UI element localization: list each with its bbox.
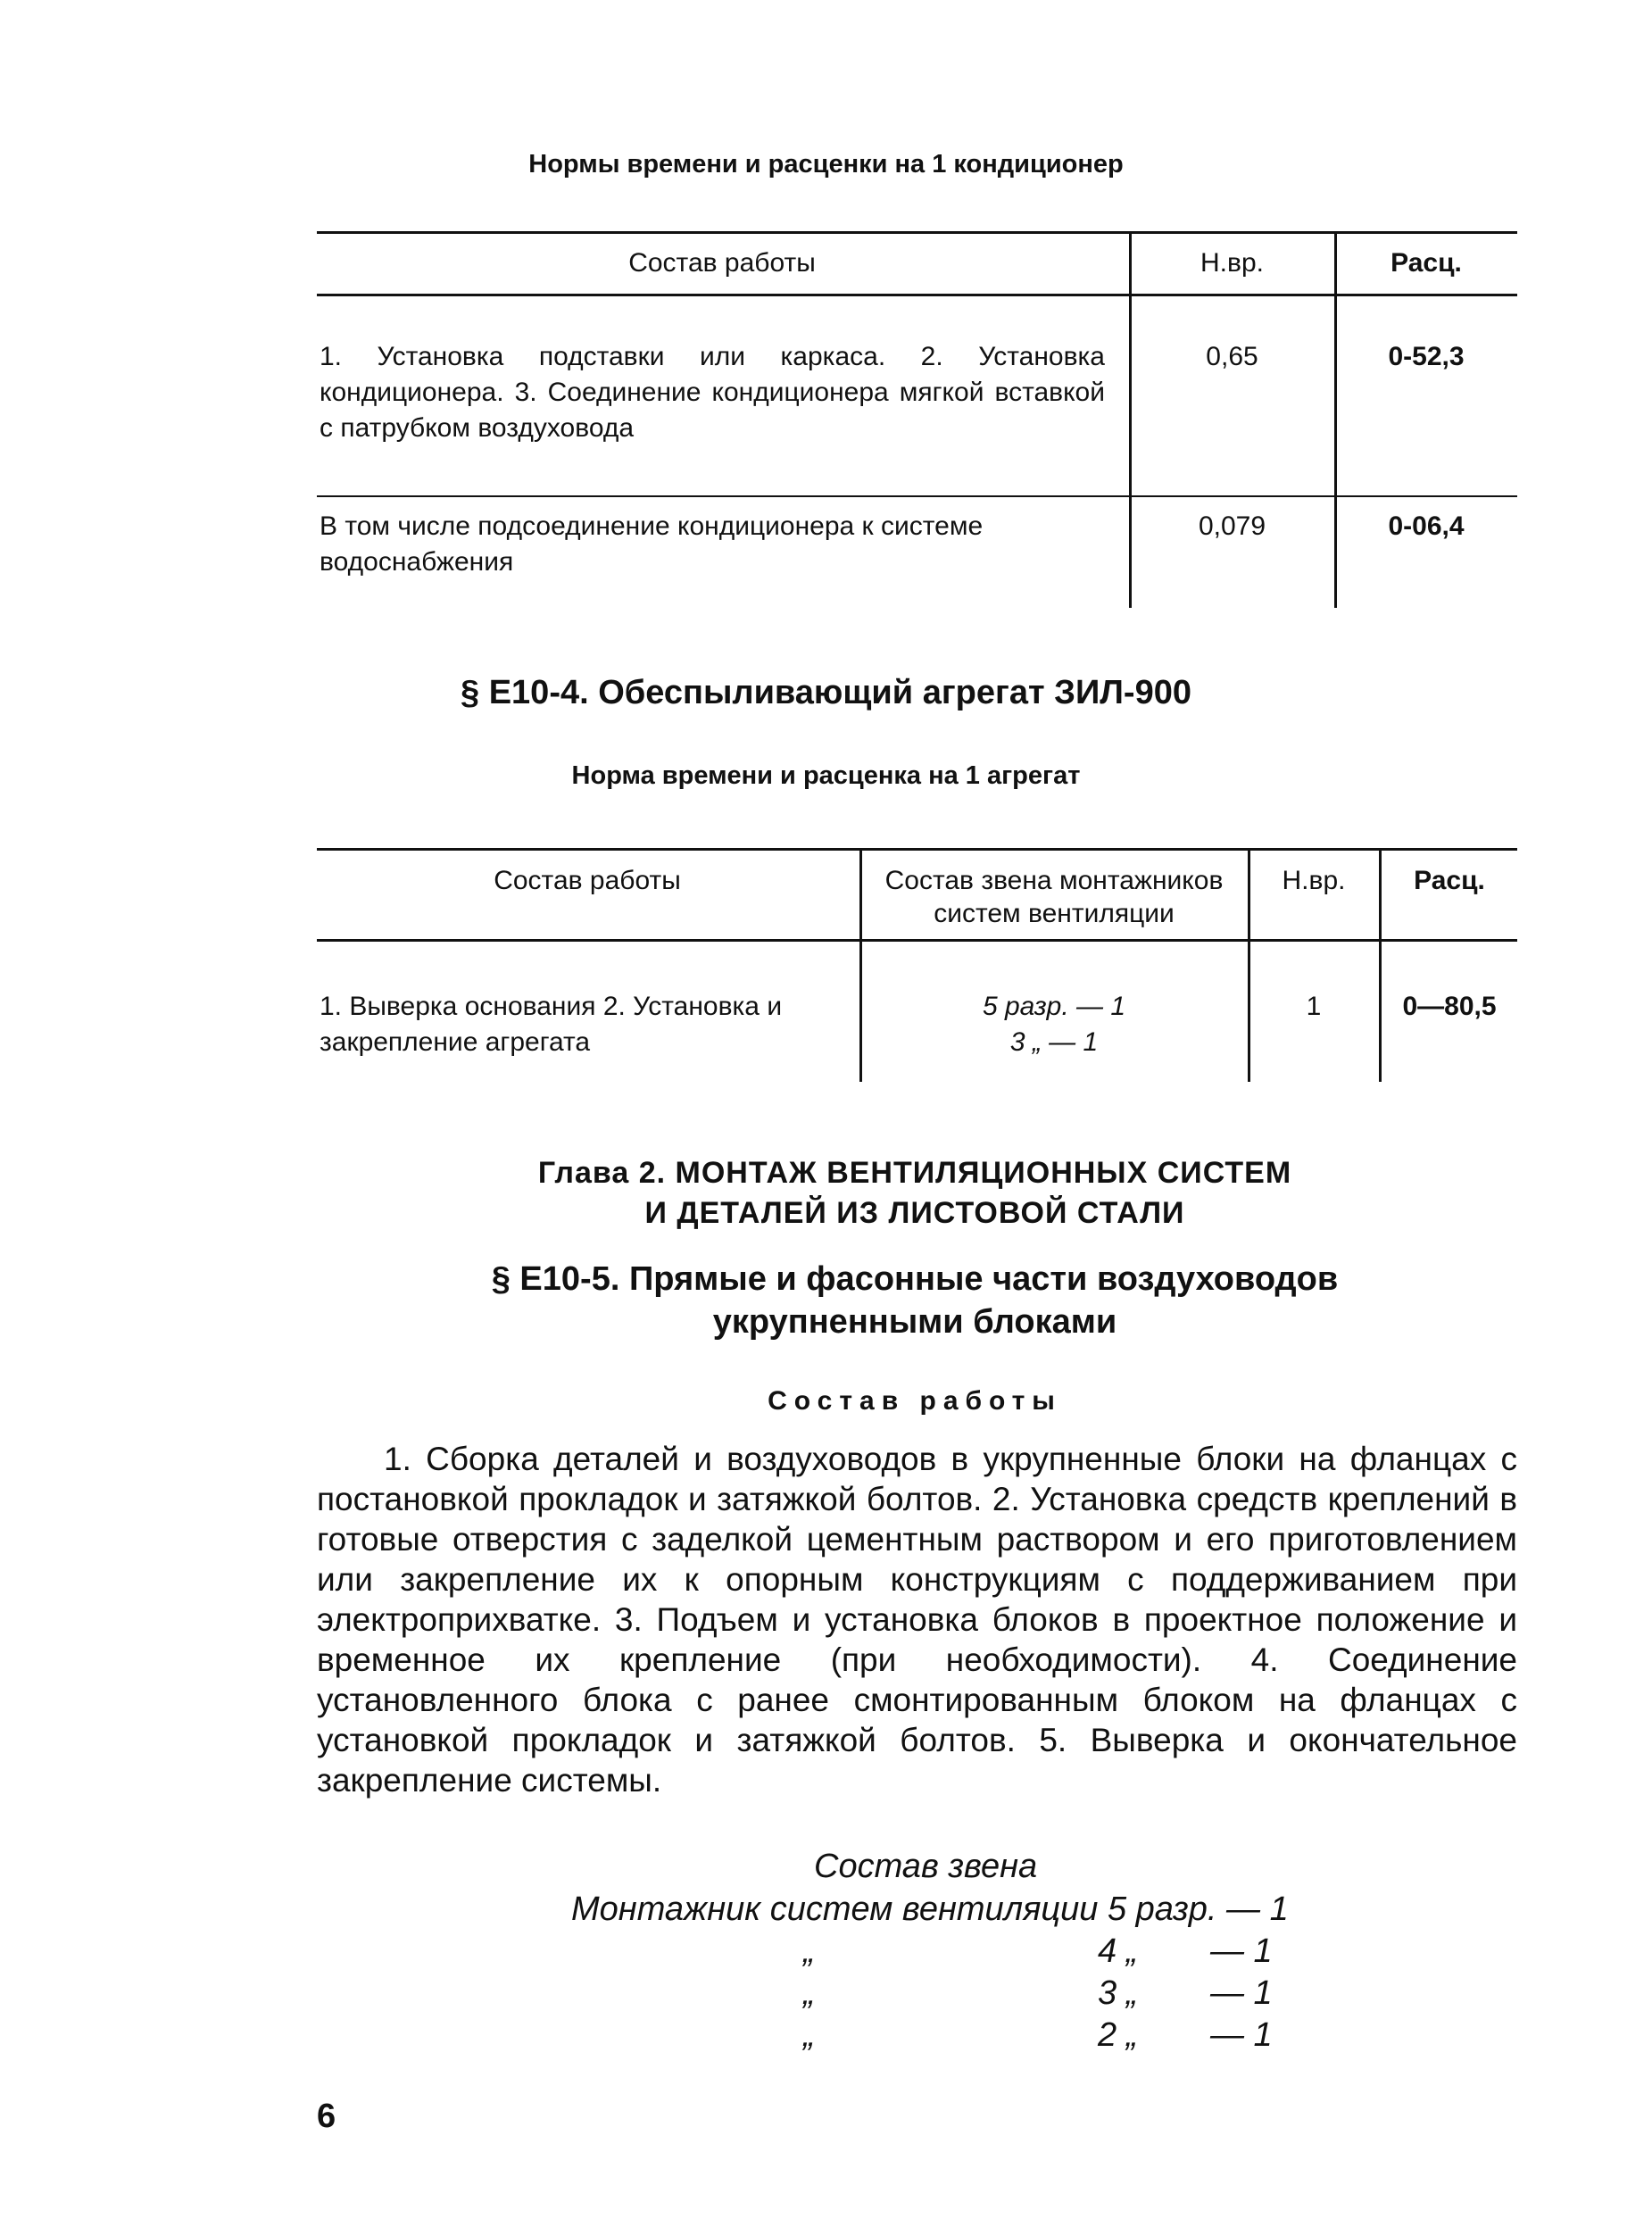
table2-row-crew-line1: 5 разр. — 1	[982, 992, 1126, 1021]
table1-row2-norm: 0,079	[1198, 511, 1266, 541]
table2-row-crew-line2: 3 „ — 1	[1009, 1027, 1099, 1057]
table1-row-rule	[317, 495, 1517, 497]
table1-row1-work: 1. Установка подставки или каркаса. 2. Установка кондиционера. 3. Соединение кондиционера мягкой вставкой с патрубком воздуховода	[320, 342, 1105, 443]
section5-title-line2: укрупненными блоками	[712, 1303, 1117, 1341]
table2-top-rule	[317, 848, 1517, 851]
table2-header-price: Расц.	[1414, 866, 1485, 895]
table1-row2-work: В том числе подсоединение кондиционера к системе водоснабжения	[320, 511, 984, 577]
section4-caption: Норма времени и расценка на 1 агрегат	[571, 761, 1081, 790]
table1-top-rule	[317, 231, 1517, 234]
chapter-title-line2: И ДЕТАЛЕЙ ИЗ ЛИСТОВОЙ СТАЛИ	[644, 1196, 1185, 1230]
table1-header-rule	[317, 294, 1517, 296]
table1-caption: Нормы времени и расценки на 1 кондиционер	[528, 150, 1124, 179]
work-composition-text: 1. Сборка деталей и воздуховодов в укрупненные блоки на фланцах с постановкой прокладок и затяжкой болтов. 2. Установка средств креплений в готовые отверстия с заделкой цементным раствором и его приготовлением или закрепление их к опорным конструкциям с поддерживанием при электроприхватке. 3. Подъем и установка блоков в проектное положение и временное их крепление (при необходимости). 4. Соединение установленного блока с ранее смонтированным блоком на фланцах с установкой прокладок и затяжкой болтов. 5. Выверка и окончательное закрепление системы.	[317, 1441, 1517, 1799]
table2-row-price: 0—80,5	[1402, 992, 1497, 1021]
crew-line-main: Монтажник систем вентиляции 5 разр. — 1	[571, 1890, 1289, 1928]
table1-row2-price: 0-06,4	[1388, 511, 1465, 541]
crew-row-count: — 1	[1210, 1974, 1273, 2012]
table2-header-crew: Состав звена монтажников систем вентиляции	[884, 866, 1224, 928]
table2-row-work: 1. Выверка основания 2. Установка и закрепление агрегата	[320, 992, 783, 1057]
crew-row-mark: „	[803, 2016, 815, 2054]
section5-title-line1: § Е10-5. Прямые и фасонные части воздуховодов	[491, 1260, 1339, 1298]
crew-heading: Состав звена	[814, 1848, 1038, 1885]
crew-row-mark: „	[803, 1932, 815, 1970]
crew-row-grade: 3 „	[1098, 1974, 1138, 2012]
crew-row-grade: 4 „	[1098, 1932, 1138, 1970]
table1-col-divider	[1334, 231, 1337, 608]
crew-row-grade: 2 „	[1098, 2016, 1138, 2054]
crew-row-count: — 1	[1210, 1932, 1273, 1970]
table1-row1-norm: 0,65	[1206, 342, 1258, 371]
table1-header-norm: Н.вр.	[1200, 248, 1264, 278]
section4-title: § Е10-4. Обеспыливающий агрегат ЗИЛ-900	[461, 674, 1191, 711]
work-composition-heading: Состав работы	[768, 1386, 1062, 1416]
table1-header-price: Расц.	[1391, 248, 1462, 278]
crew-row-mark: „	[803, 1974, 815, 2012]
page-number: 6	[317, 2098, 336, 2135]
table2-header-rule	[317, 939, 1517, 942]
table2-row-norm: 1	[1306, 992, 1322, 1021]
table1-row1-price: 0-52,3	[1388, 342, 1465, 371]
table2-header-norm: Н.вр.	[1282, 866, 1346, 895]
table1-col-divider	[1129, 231, 1132, 608]
chapter-title-line1: Глава 2. МОНТАЖ ВЕНТИЛЯЦИОННЫХ СИСТЕМ	[537, 1156, 1292, 1190]
crew-row-count: — 1	[1210, 2016, 1273, 2054]
table2-header-work: Состав работы	[494, 866, 681, 895]
table1-header-work: Состав работы	[628, 248, 816, 278]
